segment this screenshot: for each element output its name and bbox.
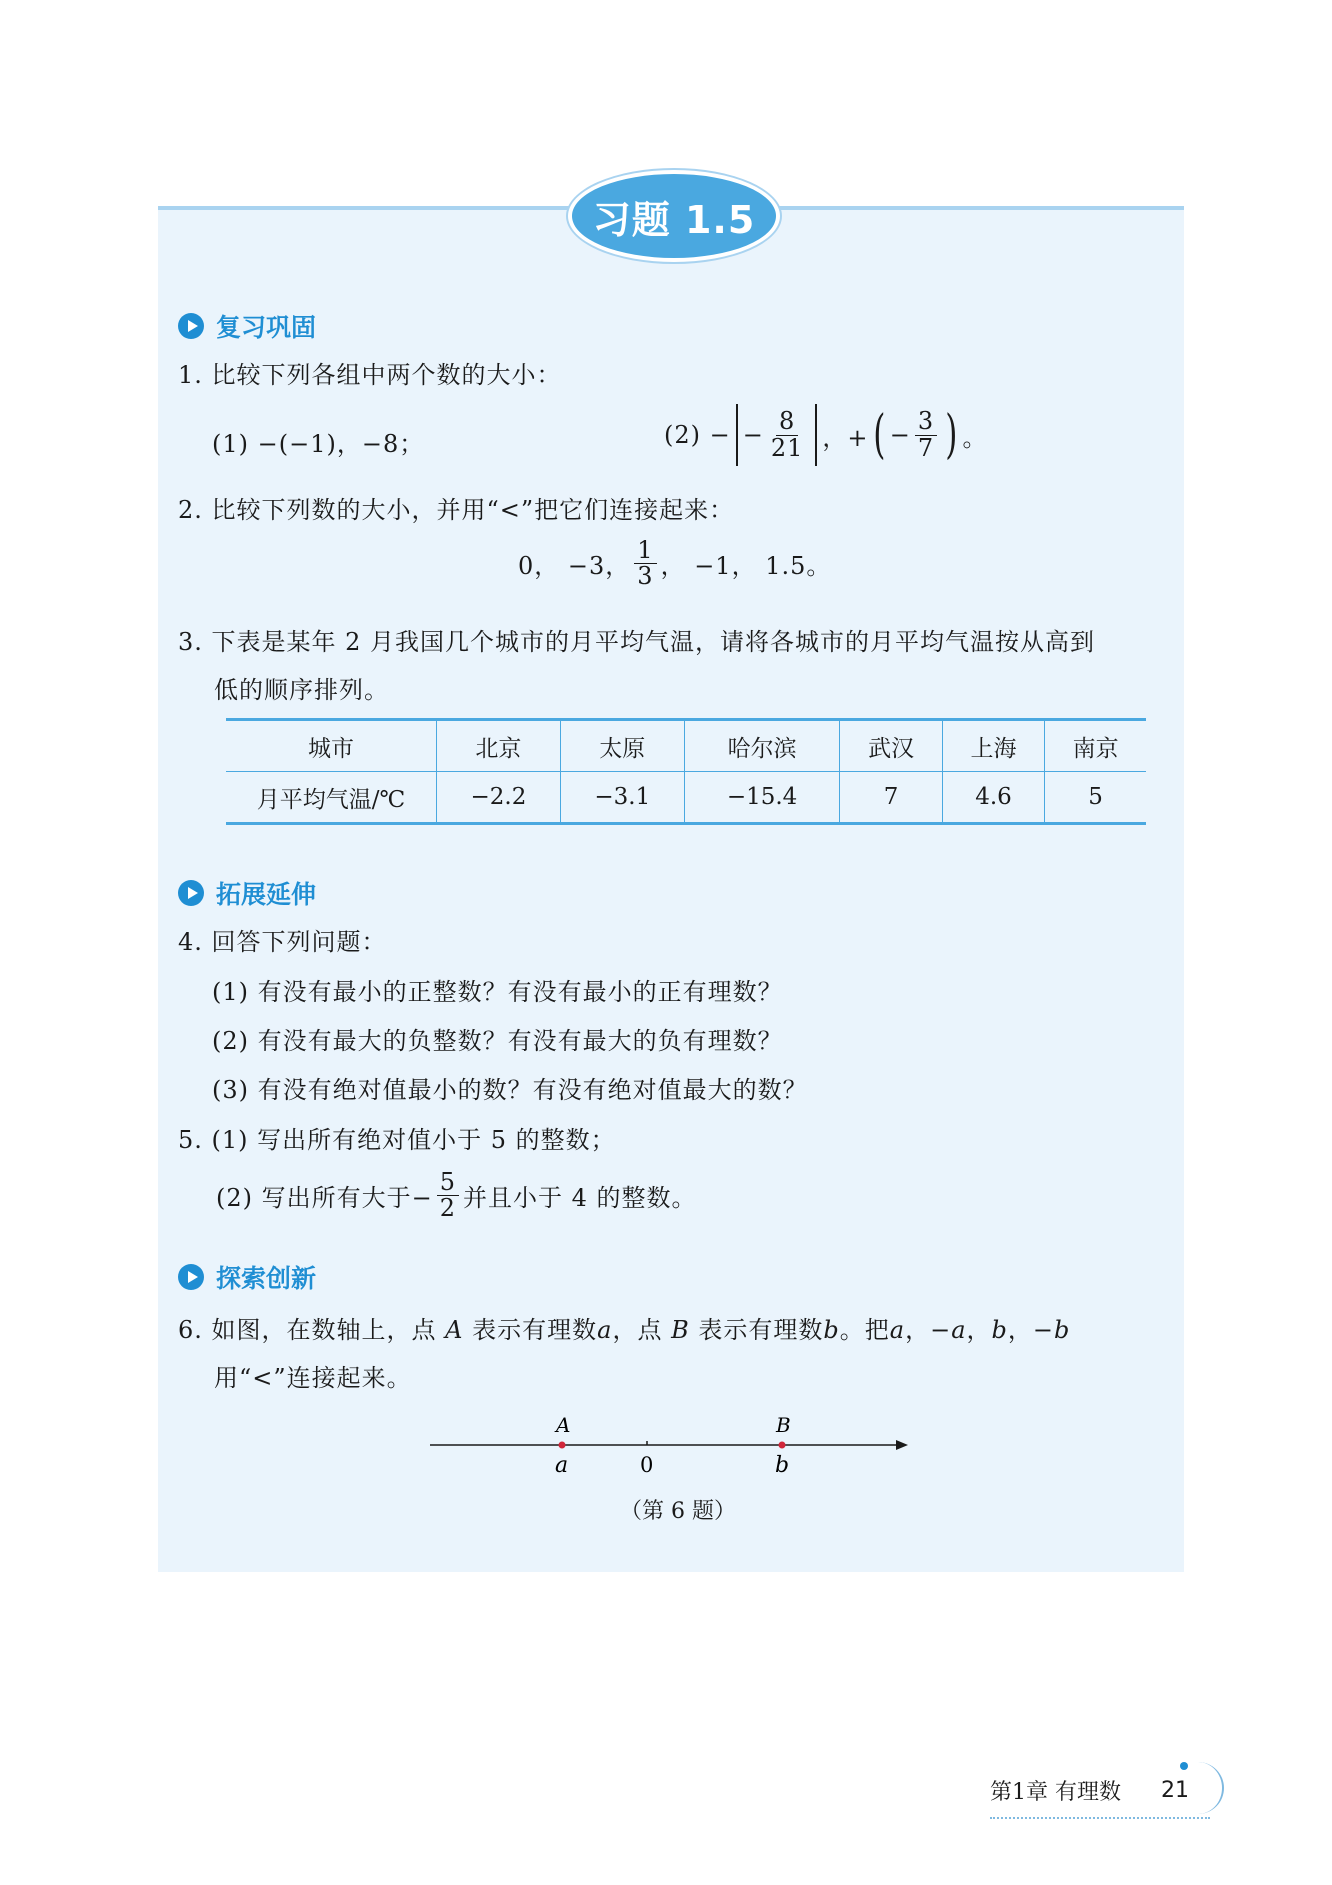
abs-bar-left	[736, 404, 738, 466]
abs-bar-right	[815, 404, 817, 466]
section-review-label: 复习巩固	[216, 313, 317, 342]
chapter-label: 第1章 有理数	[990, 1780, 1121, 1805]
q5-part1: 5. (1) 写出所有绝对值小于 5 的整数；	[178, 1126, 616, 1154]
footer-arc	[1186, 1762, 1224, 1814]
number-line-figure	[420, 1405, 920, 1485]
label-A: A	[556, 1413, 571, 1437]
q4-item: (1) 有没有最小的正整数？有没有最小的正有理数？	[212, 978, 783, 1006]
table-cell: 哈尔滨	[684, 720, 840, 772]
fraction-5-2: $\frac{5}{2}$	[437, 1170, 459, 1221]
section-review	[178, 308, 316, 344]
q4-item: (3) 有没有绝对值最小的数？有没有绝对值最大的数？	[212, 1076, 808, 1104]
table-header-temp: 月平均气温/℃	[226, 772, 437, 824]
fraction-8-21: $\frac{8}{21}$	[770, 407, 804, 462]
page-number: 21	[1161, 1778, 1189, 1803]
label-zero: 0	[640, 1453, 654, 1477]
table-cell: 5	[1045, 772, 1146, 824]
section-explore-label: 探索创新	[216, 1264, 317, 1293]
figure-caption: （第 6 题）	[620, 1499, 736, 1524]
table-cell: 7	[840, 772, 942, 824]
exercise-title: 习题 1.5	[568, 170, 780, 262]
play-bullet-icon	[178, 1264, 204, 1290]
q4-stem: 4. 回答下列问题：	[178, 928, 387, 956]
table-cell: 太原	[560, 720, 684, 772]
page-footer	[990, 1775, 1189, 1806]
q2-stem: 2. 比较下列数的大小，并用“<”把它们连接起来：	[178, 496, 735, 524]
section-explore	[178, 1259, 316, 1295]
play-bullet-icon	[178, 313, 204, 339]
q4-item: (2) 有没有最大的负整数？有没有最大的负有理数？	[212, 1027, 783, 1055]
point-A	[559, 1442, 566, 1449]
table-cell: 4.6	[942, 772, 1044, 824]
axis-arrow-icon	[896, 1440, 908, 1450]
point-B	[779, 1442, 786, 1449]
q5-part2: (2) 写出所有大于− $\frac{5}{2}$ 并且小于 4 的整数。	[216, 1168, 697, 1223]
label-b: b	[775, 1453, 790, 1478]
q3-stem-line1: 3. 下表是某年 2 月我国几个城市的月平均气温，请将各城市的月平均气温按从高到	[178, 628, 1096, 656]
q2-numbers: 0， −3， $\frac{1}{3}$ ， −1， 1.5。	[518, 536, 832, 591]
label-B: B	[776, 1413, 791, 1437]
table-cell: 武汉	[840, 720, 942, 772]
q1-stem: 1. 比较下列各组中两个数的大小：	[178, 361, 562, 389]
table-cell: −2.2	[437, 772, 561, 824]
table-row	[226, 772, 1146, 824]
q6-line1: 6. 如图，在数轴上，点 A 表示有理数a，点 B 表示有理数b。把a，−a，b，−b	[178, 1316, 1071, 1344]
table-header-city: 城市	[226, 720, 437, 772]
table-row	[226, 720, 1146, 772]
section-extend-label: 拓展延伸	[216, 880, 317, 909]
q1-part2: (2) − − $\frac{8}{21}$ ，+ ( − $\frac{3}{7}$ ) 。	[664, 405, 988, 465]
footer-dotted-rule	[990, 1817, 1210, 1819]
footer-dot-icon	[1180, 1762, 1188, 1770]
table-cell: 南京	[1045, 720, 1146, 772]
table-cell: 北京	[437, 720, 561, 772]
label-a: a	[555, 1453, 569, 1478]
q6-line2: 用“<”连接起来。	[214, 1364, 412, 1392]
table-cell: 上海	[942, 720, 1044, 772]
section-extend	[178, 875, 316, 911]
table-cell: −3.1	[560, 772, 684, 824]
temperature-table	[226, 718, 1146, 825]
fraction-3-7: $\frac{3}{7}$	[915, 409, 937, 460]
play-bullet-icon	[178, 880, 204, 906]
fraction-1-3: $\frac{1}{3}$	[634, 538, 656, 589]
q1-part1: (1) −(−1)，−8；	[212, 430, 425, 458]
table-cell: −15.4	[684, 772, 840, 824]
q3-stem-line2: 低的顺序排列。	[214, 676, 389, 704]
